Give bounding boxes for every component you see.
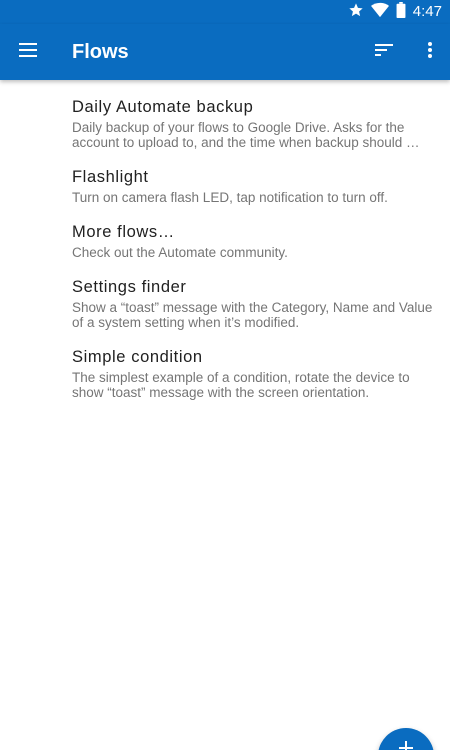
flow-title: More flows… bbox=[72, 223, 175, 241]
star-icon bbox=[348, 2, 364, 23]
status-time: 4:47 bbox=[412, 3, 442, 20]
flow-item-flashlight[interactable] bbox=[0, 150, 450, 205]
flow-description: Turn on camera flash LED, tap notification to turn off. bbox=[72, 190, 388, 205]
add-icon bbox=[399, 741, 413, 750]
sort-icon bbox=[375, 43, 393, 61]
app-title: Flows bbox=[72, 41, 129, 63]
flow-title: Daily Automate backup bbox=[72, 98, 254, 116]
flow-list bbox=[0, 80, 450, 400]
flow-description: The simplest example of a condition, rotate the device to show “toast” message with the screen orientation. bbox=[72, 370, 410, 400]
flow-title: Settings finder bbox=[72, 278, 187, 296]
flow-description: Check out the Automate community. bbox=[72, 245, 288, 260]
flow-title: Flashlight bbox=[72, 168, 149, 186]
wifi-icon bbox=[371, 2, 389, 23]
flow-item-simple-condition[interactable] bbox=[0, 330, 450, 400]
flow-title: Simple condition bbox=[72, 348, 203, 366]
app-bar bbox=[0, 24, 450, 80]
flow-item-more-flows[interactable] bbox=[0, 205, 450, 260]
flow-description: Daily backup of your flows to Google Drive. Asks for the account to upload to, and the time when backup should … bbox=[72, 120, 420, 150]
overflow-menu-button[interactable] bbox=[418, 36, 442, 68]
menu-icon bbox=[19, 43, 37, 62]
menu-button[interactable] bbox=[12, 36, 44, 68]
sort-button[interactable] bbox=[368, 36, 400, 68]
flow-item-daily-backup[interactable] bbox=[0, 80, 450, 150]
flow-description: Show a “toast” message with the Category, Name and Value of a system setting when it’s modified. bbox=[72, 300, 433, 330]
more-vert-icon bbox=[428, 42, 432, 63]
flow-item-settings-finder[interactable] bbox=[0, 260, 450, 330]
battery-icon bbox=[396, 2, 406, 23]
status-bar bbox=[0, 0, 450, 24]
add-flow-fab[interactable] bbox=[378, 728, 434, 750]
status-icons bbox=[348, 3, 442, 21]
